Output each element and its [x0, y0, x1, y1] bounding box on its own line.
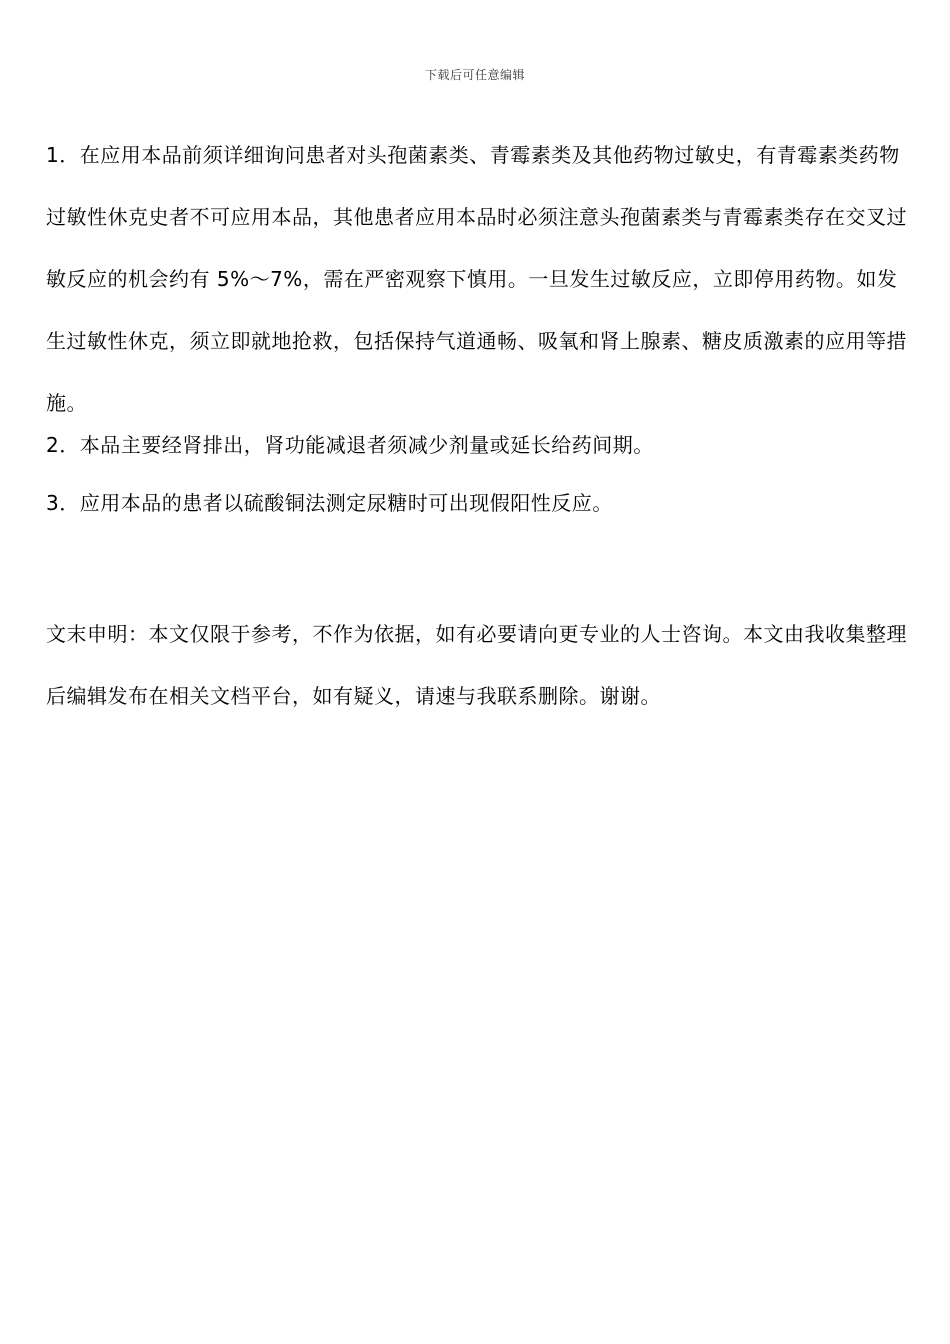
paragraph-renal-note	[46, 430, 916, 460]
paragraph-allergy-warning	[46, 124, 916, 434]
paragraph-text: 1．在应用本品前须详细询问患者对头孢菌素类、青霉素类及其他药物过敏史，有青霉素类药物过敏性休克史者不可应用本品，其他患者应用本品时必须注意头孢菌素类与青霉素类存在交叉过敏反应的机会约有 5%～7%，需在严密观察下慎用。一旦发生过敏反应，立即停用药物。如发生过敏性休克，须立即就地抢救，包括保持气道通畅、吸氧和肾上腺素、糖皮质激素的应用等措施。	[46, 143, 907, 415]
disclaimer-text: 文末申明：本文仅限于参考，不作为依据，如有必要请向更专业的人士咨询。本文由我收集整理后编辑发布在相关文档平台，如有疑义，请速与我联系删除。谢谢。	[46, 622, 907, 708]
paragraph-text: 2．本品主要经肾排出，肾功能减退者须减少剂量或延长给药间期。	[46, 433, 654, 457]
disclaimer	[46, 603, 916, 727]
page-header: 下载后可任意编辑	[424, 68, 525, 82]
paragraph-urine-glucose-note	[46, 488, 916, 518]
paragraph-text: 3．应用本品的患者以硫酸铜法测定尿糖时可出现假阳性反应。	[46, 491, 613, 515]
